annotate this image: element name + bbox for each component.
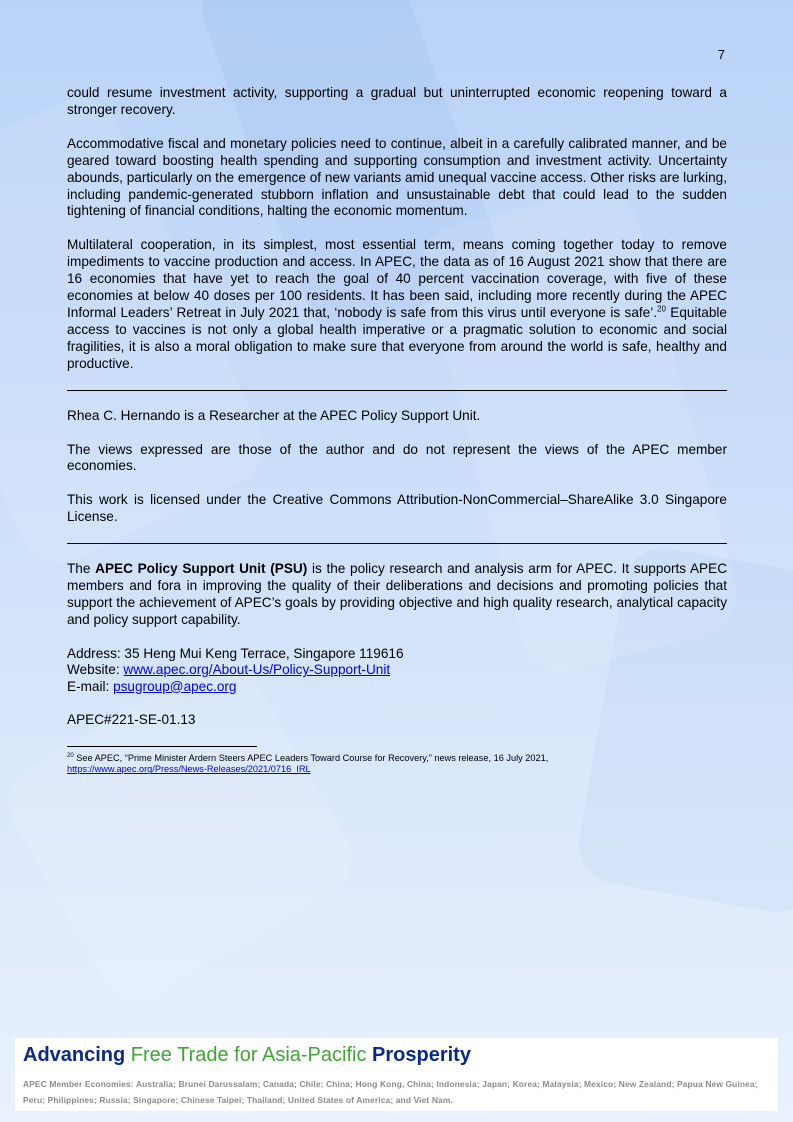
email-line: [67, 679, 727, 696]
paragraph-text: Multilateral cooperation, in its simplest, most essential term, means coming together today to remove impediments to vaccine production and access. In APEC, the data as of 16 August 2021 show that there are 16 economies that have yet to reach the goal of 40 percent vaccination coverage, with five of these economies at below 40 doses per 100 residents. It has been said, including more recently during the APEC Informal Leaders’ Retreat in July 2021 that, ‘nobody is safe from this virus until everyone is safe’.: [67, 237, 727, 320]
paragraph-text: Equitable access to vaccines is not only a global health imperative or a pragmatic solution to economic and social fragilities, it is also a moral obligation to make sure that everyone from around the world is safe, healthy and productive.: [67, 304, 727, 371]
contact-info: [67, 646, 727, 696]
email-link[interactable]: psugroup@apec.org: [113, 678, 237, 694]
divider: [67, 543, 727, 544]
member-economies: APEC Member Economies: Australia; Brunei Darussalam; Canada; Chile; China; Hong Kong, China; Indonesia; Japan; Korea; Malaysia; Mexico; New Zealand; Papua New Guinea; Peru; Philippines; Russia; Singapore; Chinese Taipei; Thailand; United States of America; and Viet Nam.: [23, 1079, 758, 1105]
footnote-ref[interactable]: 20: [657, 304, 666, 314]
disclaimer: The views expressed are those of the author and do not represent the views of the APEC member economies.: [67, 441, 727, 474]
footnote-divider: [67, 746, 257, 747]
paragraph: could resume investment activity, supporting a gradual but uninterrupted economic reopening toward a stronger recovery.: [67, 85, 727, 117]
paragraph: [67, 237, 727, 372]
tagline-prosperity: Prosperity: [372, 1044, 471, 1066]
divider: [67, 390, 727, 391]
email-label: E-mail:: [67, 678, 114, 694]
website-label: Website:: [67, 662, 124, 678]
tagline-middle: Free Trade for Asia-Pacific: [125, 1044, 373, 1066]
tagline: [23, 1044, 471, 1067]
paragraph: Accommodative fiscal and monetary policies need to continue, albeit in a carefully calibrated manner, and be geared toward boosting health spending and supporting consumption and investment activity. Uncertainty abounds, particularly on the emergence of new variants amid unequal vaccine access. Other risks are lurking, including pandemic-generated stubborn inflation and unsustainable debt that could lead to the sudden tightening of financial conditions, halting the economic momentum.: [67, 135, 727, 219]
article-body: [67, 85, 727, 776]
document-number: APEC#221-SE-01.13: [67, 712, 196, 728]
footnote: [67, 753, 727, 775]
psu-text: is the policy research and analysis arm for APEC. It supports APEC members and fora in improving the quality of their deliberations and decisions and promoting policies that support the achievement of APEC’s goals by providing objective and high quality research, analytical capacity and policy support capability.: [67, 561, 728, 627]
author-name: Rhea C. Hernando: [67, 407, 181, 423]
website-line: [67, 662, 727, 679]
psu-description: [67, 561, 727, 629]
page-number: 7: [717, 47, 725, 62]
footnote-text: See APEC, “Prime Minister Ardern Steers APEC Leaders Toward Course for Recovery,” news release, 16 July 2021,: [73, 753, 549, 764]
author-role: is a Researcher at the APEC Policy Support Unit.: [180, 407, 481, 423]
psu-prefix: The: [67, 561, 96, 577]
psu-info: [67, 561, 727, 729]
website-link[interactable]: www.apec.org/About-Us/Policy-Support-Unit: [123, 662, 391, 678]
psu-name: APEC Policy Support Unit (PSU): [95, 561, 308, 577]
footnote-link[interactable]: https://www.apec.org/Press/News-Releases/2021/0716_IRL: [67, 764, 311, 775]
footnote-number: 20: [67, 753, 74, 760]
footnote-line: [67, 753, 727, 764]
license-note: This work is licensed under the Creative Commons Attribution-NonCommercial–ShareAlike 3.0 Singapore License.: [67, 492, 727, 525]
tagline-advancing: Advancing: [23, 1044, 126, 1066]
address: Address: 35 Heng Mui Keng Terrace, Singapore 119616: [67, 645, 404, 661]
author-bio: [67, 408, 727, 425]
author-info: [67, 408, 727, 527]
footer-banner: [15, 1038, 778, 1111]
